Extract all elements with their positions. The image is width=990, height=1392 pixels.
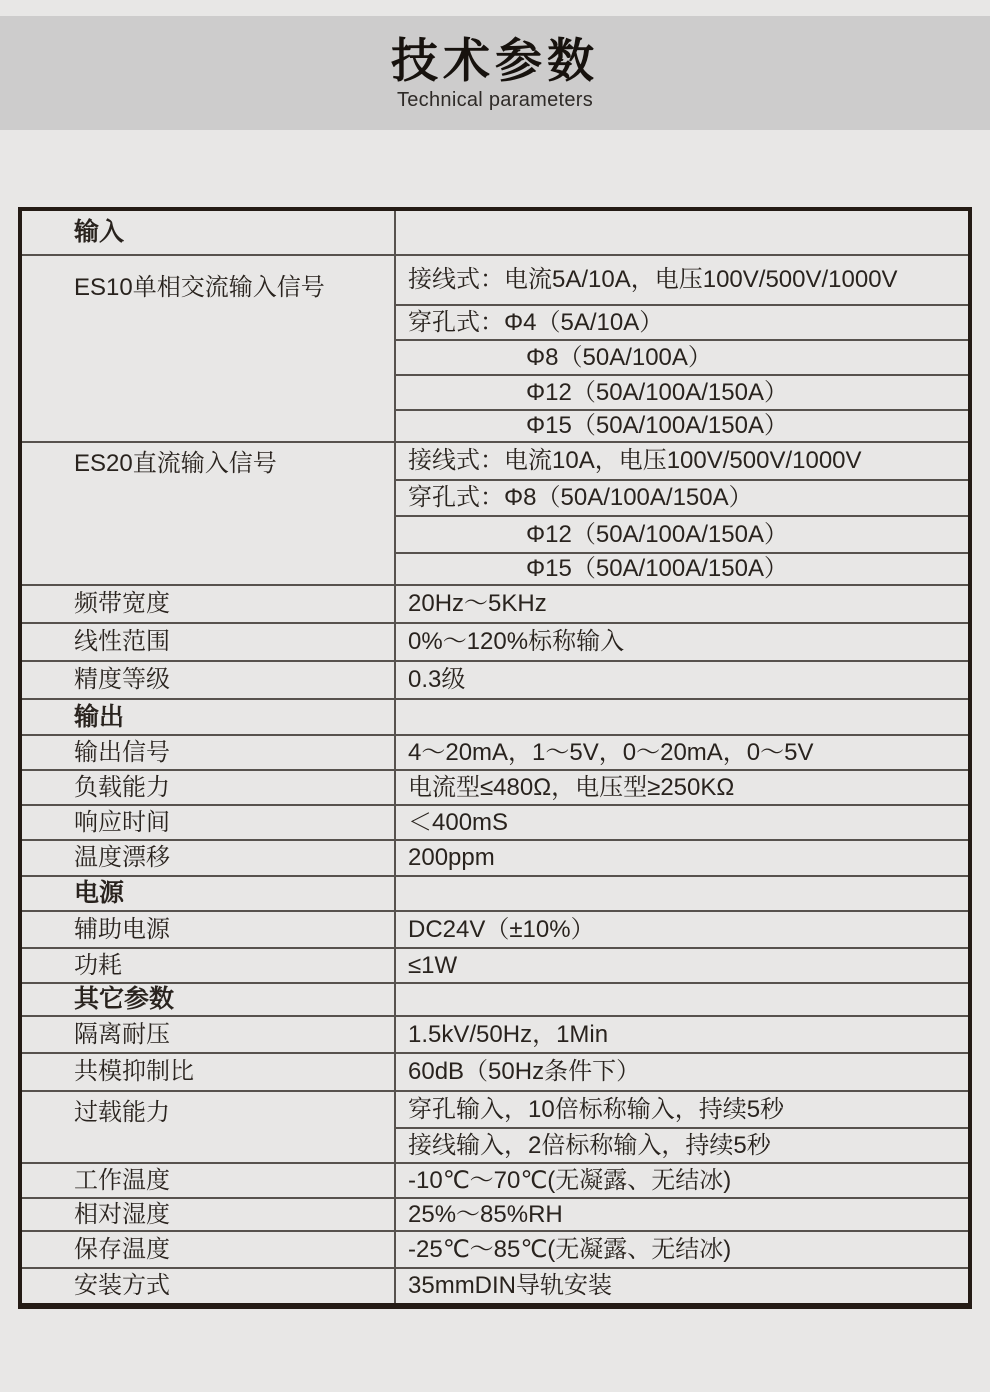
- param-name-cell: 辅助电源: [20, 911, 395, 948]
- param-value-cell: -10℃～70℃(无凝露、无结冰): [395, 1163, 970, 1198]
- param-name-cell: 相对湿度: [20, 1198, 395, 1231]
- table-row: [20, 209, 970, 255]
- param-value-cell: [395, 983, 970, 1016]
- table-row: [20, 735, 970, 770]
- table-row: [20, 770, 970, 805]
- param-value-cell: Φ8（50A/100A）: [395, 340, 970, 375]
- table-row: [20, 876, 970, 911]
- title-banner: [0, 16, 990, 130]
- table-row: [20, 623, 970, 661]
- table-row: [20, 1198, 970, 1231]
- param-name-cell: 温度漂移: [20, 840, 395, 876]
- param-name-cell: 过载能力: [20, 1091, 395, 1163]
- table-row: [20, 948, 970, 983]
- param-value-cell: 1.5kV/50Hz，1Min: [395, 1016, 970, 1053]
- table-row: [20, 1053, 970, 1091]
- param-value-cell: 接线式：电流10A，电压100V/500V/1000V: [395, 442, 970, 480]
- section-header-cell: 输入: [20, 209, 395, 255]
- table-row: [20, 911, 970, 948]
- param-name-cell: 频带宽度: [20, 585, 395, 623]
- param-value-cell: ≤1W: [395, 948, 970, 983]
- param-value-cell: [395, 209, 970, 255]
- table-row: [20, 983, 970, 1016]
- section-header-cell: 其它参数: [20, 983, 395, 1016]
- table-row: [20, 1091, 970, 1128]
- param-value-cell: 穿孔式：Φ8（50A/100A/150A）: [395, 480, 970, 516]
- param-value-cell: 0.3级: [395, 661, 970, 699]
- param-name-cell: 精度等级: [20, 661, 395, 699]
- param-value-cell: 4～20mA，1～5V，0～20mA，0～5V: [395, 735, 970, 770]
- param-name-cell: 响应时间: [20, 805, 395, 840]
- param-value-cell: 25%～85%RH: [395, 1198, 970, 1231]
- section-header-cell: 输出: [20, 699, 395, 735]
- table-row: [20, 1231, 970, 1268]
- table-row: [20, 699, 970, 735]
- param-value-cell: 接线式：电流5A/10A，电压100V/500V/1000V: [395, 255, 970, 305]
- param-name-cell: 工作温度: [20, 1163, 395, 1198]
- spec-table-body: [20, 209, 970, 1306]
- param-name-cell: 输出信号: [20, 735, 395, 770]
- page-title: 技术参数: [391, 33, 599, 87]
- param-value-cell: 电流型≤480Ω，电压型≥250KΩ: [395, 770, 970, 805]
- param-name-cell: 隔离耐压: [20, 1016, 395, 1053]
- param-name-cell: 保存温度: [20, 1231, 395, 1268]
- param-value-cell: Φ12（50A/100A/150A）: [395, 375, 970, 410]
- param-name-cell: 线性范围: [20, 623, 395, 661]
- table-row: [20, 585, 970, 623]
- table-row: [20, 840, 970, 876]
- section-header-cell: 电源: [20, 876, 395, 911]
- table-row: [20, 1268, 970, 1306]
- param-value-cell: 35mmDIN导轨安装: [395, 1268, 970, 1306]
- table-row: [20, 255, 970, 305]
- table-row: [20, 661, 970, 699]
- param-value-cell: 穿孔输入，10倍标称输入，持续5秒: [395, 1091, 970, 1128]
- param-value-cell: 200ppm: [395, 840, 970, 876]
- param-name-cell: ES10单相交流输入信号: [20, 255, 395, 442]
- param-value-cell: 穿孔式：Φ4（5A/10A）: [395, 305, 970, 340]
- page-subtitle: Technical parameters: [396, 89, 594, 112]
- spec-table: [18, 207, 972, 1309]
- param-value-cell: DC24V（±10%）: [395, 911, 970, 948]
- table-row: [20, 805, 970, 840]
- param-value-cell: 20Hz～5KHz: [395, 585, 970, 623]
- table-row: [20, 1016, 970, 1053]
- param-value-cell: [395, 876, 970, 911]
- param-name-cell: 安装方式: [20, 1268, 395, 1306]
- param-value-cell: 接线输入，2倍标称输入，持续5秒: [395, 1128, 970, 1163]
- param-value-cell: 0%～120%标称输入: [395, 623, 970, 661]
- param-name-cell: ES20直流输入信号: [20, 442, 395, 585]
- table-row: [20, 442, 970, 480]
- param-name-cell: 共模抑制比: [20, 1053, 395, 1091]
- param-name-cell: 负载能力: [20, 770, 395, 805]
- param-name-cell: 功耗: [20, 948, 395, 983]
- param-value-cell: -25℃～85℃(无凝露、无结冰): [395, 1231, 970, 1268]
- param-value-cell: ＜400mS: [395, 805, 970, 840]
- param-value-cell: Φ15（50A/100A/150A）: [395, 553, 970, 585]
- table-row: [20, 1163, 970, 1198]
- param-value-cell: [395, 699, 970, 735]
- param-value-cell: 60dB（50Hz条件下）: [395, 1053, 970, 1091]
- param-value-cell: Φ12（50A/100A/150A）: [395, 516, 970, 553]
- param-value-cell: Φ15（50A/100A/150A）: [395, 410, 970, 442]
